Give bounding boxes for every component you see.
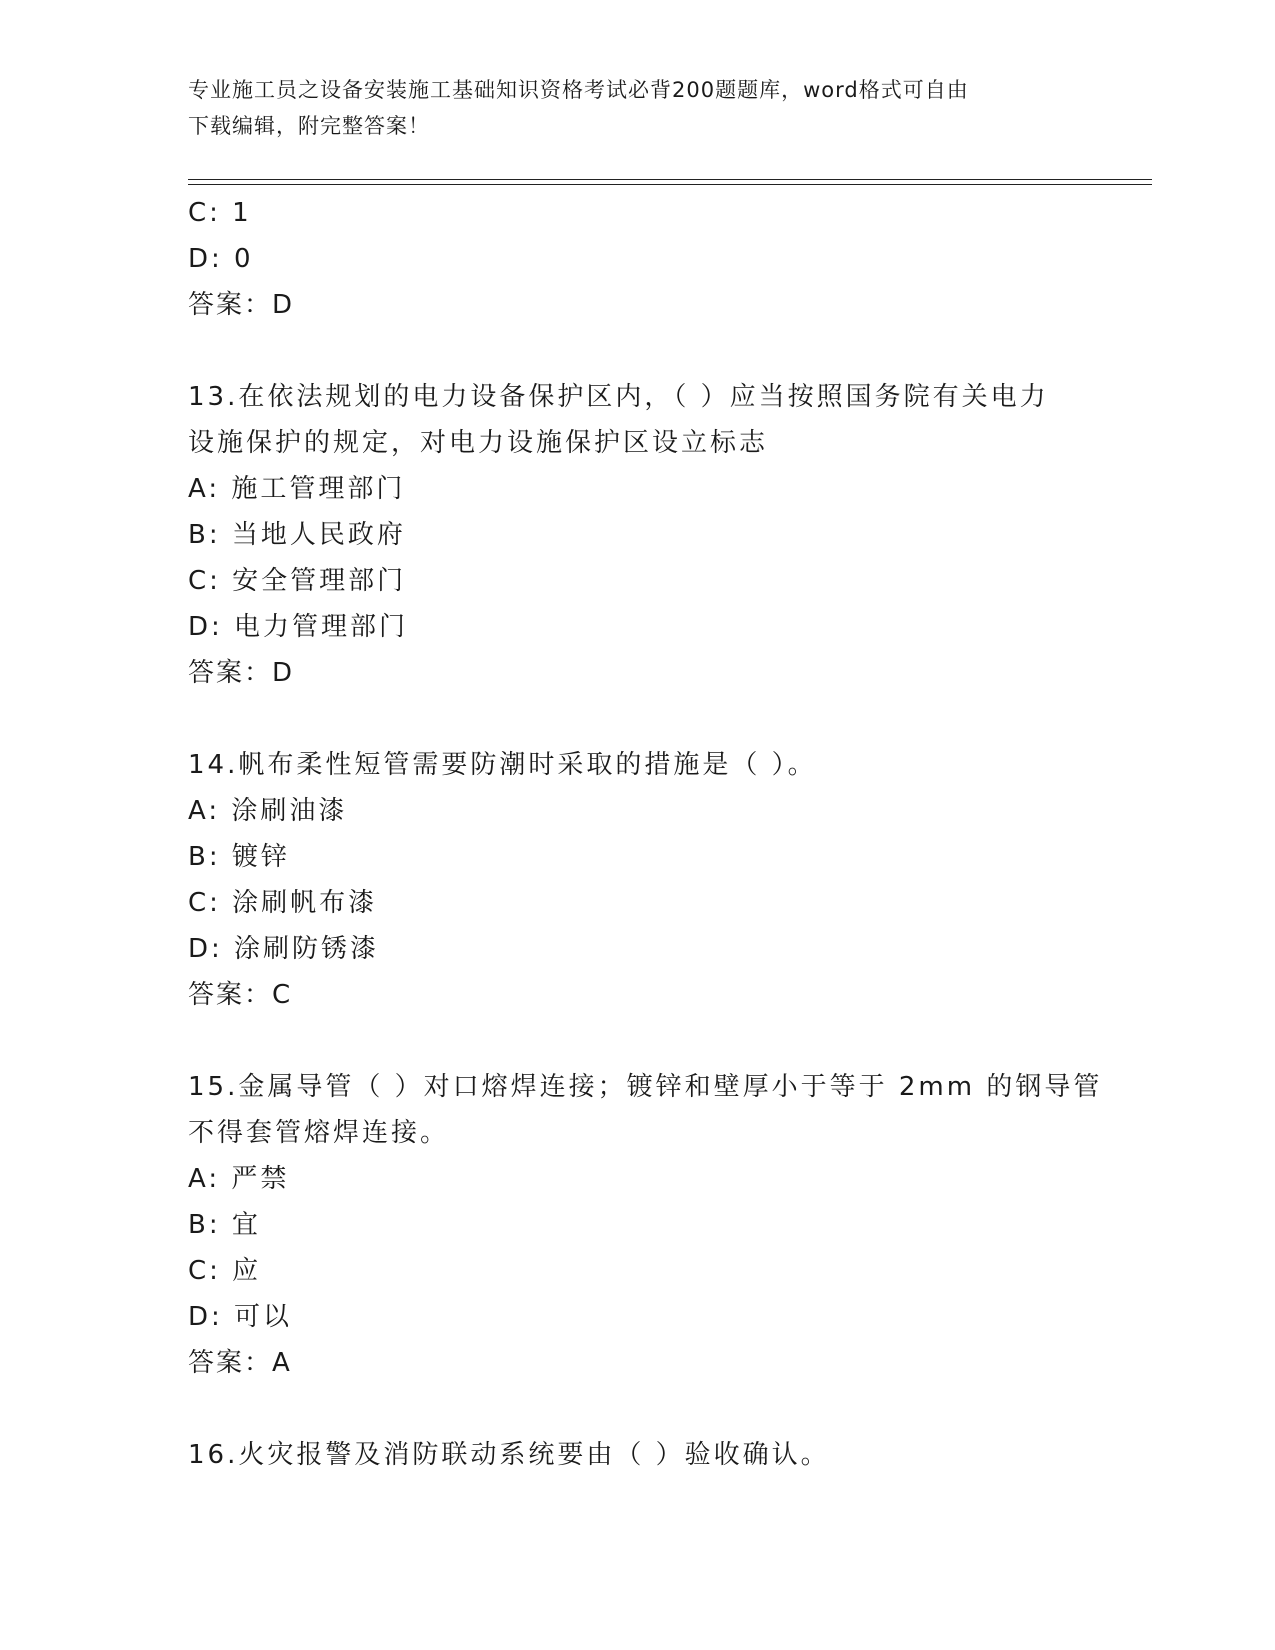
question-stem: 不得套管熔焊连接。 [188,1118,450,1148]
option-b: B: 宜 [188,1210,261,1240]
spacer [188,1018,1088,1064]
option-c: C: 安全管理部门 [188,566,407,596]
question-stem: 13.在依法规划的电力设备保护区内，（ ）应当按照国务院有关电力 [188,382,1049,412]
question-13 [188,374,1088,696]
header-line-1: 专业施工员之设备安装施工基础知识资格考试必背200题题库，word格式可自由 [188,78,969,102]
option-c: C: 涂刷帆布漆 [188,888,378,918]
option-c: C: 1 [188,198,252,228]
document-body [188,190,1103,1478]
answer-line: 答案：C [188,980,293,1010]
header-rule-top [188,179,1152,180]
header-rule-bottom [188,184,1152,185]
question-16 [188,1432,1088,1478]
question-stem: 15.金属导管（ ）对口熔焊连接；镀锌和壁厚小于等于 2mm 的钢导管 [188,1072,1103,1102]
option-b: B: 镀锌 [188,842,290,872]
question-stem: 16.火灾报警及消防联动系统要由（ ）验收确认。 [188,1440,830,1470]
question-stem: 14.帆布柔性短管需要防潮时采取的措施是（ ）。 [188,750,817,780]
question-12-tail [188,190,1088,328]
answer-line: 答案：A [188,1348,292,1378]
spacer [188,1386,1088,1432]
option-a: A: 涂刷油漆 [188,796,348,826]
option-d: D: 0 [188,244,254,274]
document-header [188,72,1068,144]
answer-line: 答案：D [188,658,295,688]
option-a: A: 严禁 [188,1164,290,1194]
question-stem: 设施保护的规定，对电力设施保护区设立标志 [188,428,769,458]
spacer [188,696,1088,742]
option-d: D: 电力管理部门 [188,612,409,642]
option-d: D: 涂刷防锈漆 [188,934,380,964]
header-line-2: 下载编辑，附完整答案！ [188,114,430,138]
option-a: A: 施工管理部门 [188,474,406,504]
spacer [188,328,1088,374]
question-15 [188,1064,1103,1386]
option-d: D: 可以 [188,1302,293,1332]
option-c: C: 应 [188,1256,262,1286]
question-14 [188,742,1088,1018]
answer-line: 答案：D [188,290,295,320]
option-b: B: 当地人民政府 [188,520,406,550]
